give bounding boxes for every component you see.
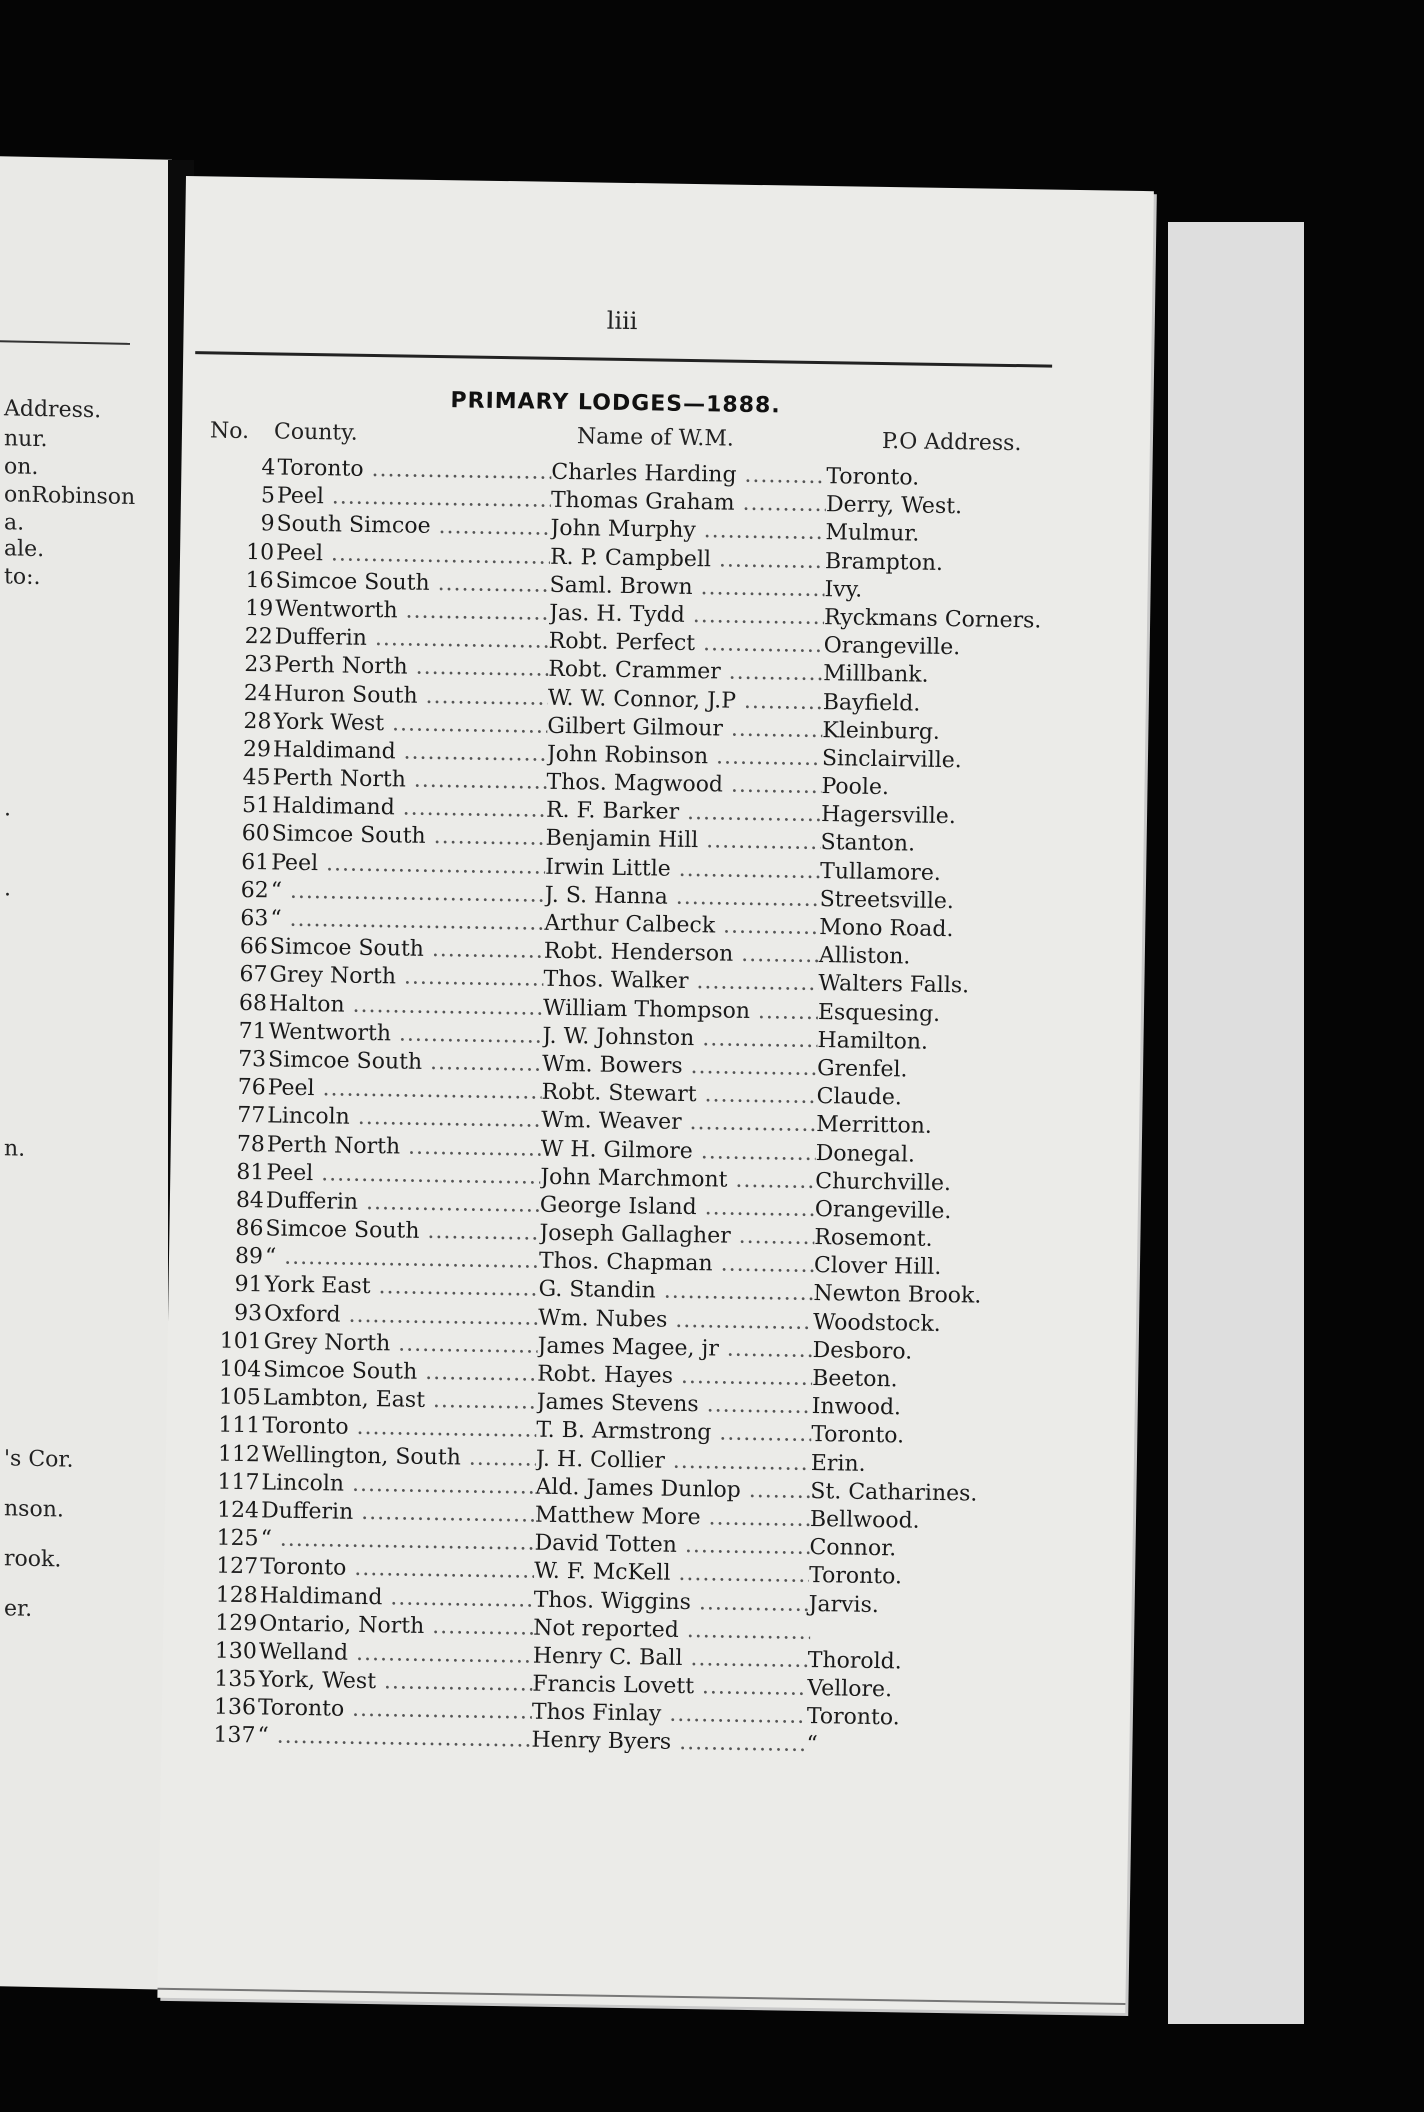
- lodge-number: 117: [217, 1469, 260, 1496]
- lodge-number: 61: [241, 849, 270, 876]
- lodge-county: “ .....: [265, 1245, 545, 1274]
- lodge-county: Lincoln .....: [261, 1470, 541, 1499]
- lodge-number: 62: [240, 877, 269, 904]
- left-page-fragment-text: ale.: [4, 536, 45, 563]
- post-office-address: Erin.: [811, 1451, 1131, 1481]
- worshipful-master-name: Robt. Henderson .....: [544, 939, 821, 968]
- post-office-address: Newton Brook.: [813, 1281, 1133, 1311]
- lodge-number: 129: [215, 1610, 258, 1636]
- post-office-address: Tullamore.: [820, 859, 1140, 889]
- worshipful-master-name: Robt. Stewart .....: [541, 1080, 818, 1109]
- lodge-county: Perth North .....: [274, 653, 554, 682]
- lodge-county: Halton .....: [269, 991, 549, 1020]
- worshipful-master-name: Matthew More .....: [535, 1503, 812, 1532]
- post-office-address: Woodstock.: [813, 1310, 1133, 1340]
- lodge-county: “ .....: [257, 1724, 537, 1753]
- worshipful-master-name: Gilbert Gilmour .....: [547, 713, 824, 742]
- lodge-number: 24: [243, 680, 273, 706]
- lodge-county: Haldimand .....: [272, 794, 552, 823]
- lodge-number: 63: [240, 905, 269, 932]
- lodge-county: Peel .....: [267, 1076, 547, 1105]
- worshipful-master-name: Thos. Wiggins .....: [533, 1587, 810, 1616]
- lodge-number: 127: [215, 1553, 259, 1580]
- lodge-number: 23: [244, 652, 273, 678]
- lodge-number: 28: [243, 708, 272, 735]
- left-page-fragment-text: onRobinson: [4, 482, 136, 511]
- lodge-number: 60: [241, 821, 270, 847]
- post-office-address: Claude.: [816, 1084, 1136, 1114]
- column-header-po: P.O Address.: [881, 428, 1022, 457]
- worshipful-master-name: Wm. Nubes .....: [538, 1305, 815, 1334]
- bottom-edge: [158, 1988, 1126, 2005]
- lodge-number: 5: [260, 483, 276, 509]
- worshipful-master-name: Wm. Bowers .....: [542, 1052, 819, 1081]
- post-office-address: Orangeville.: [815, 1197, 1135, 1227]
- lodge-number: 125: [216, 1525, 259, 1552]
- lodge-county: Dufferin .....: [266, 1188, 546, 1217]
- lodge-number: 136: [213, 1694, 257, 1721]
- lodge-list: [161, 454, 1149, 1766]
- post-office-address: Inwood.: [812, 1394, 1132, 1424]
- lodge-county: Simcoe South .....: [265, 1216, 545, 1245]
- left-page-fragment-text: Address.: [4, 396, 102, 424]
- post-office-address: Merritton.: [816, 1112, 1136, 1142]
- post-office-address: Hamilton.: [817, 1028, 1137, 1058]
- lodge-county: Simcoe South .....: [270, 935, 550, 964]
- worshipful-master-name: Henry Byers .....: [531, 1728, 808, 1757]
- post-office-address: Connor.: [809, 1535, 1129, 1565]
- lodge-number: 112: [217, 1441, 261, 1467]
- left-page-fragment-text: a.: [4, 510, 25, 536]
- left-page-fragment-text: to:.: [4, 564, 41, 591]
- worshipful-master-name: Henry C. Ball .....: [533, 1644, 810, 1673]
- post-office-address: Streetsville.: [820, 887, 1140, 917]
- post-office-address: Kleinburg.: [822, 718, 1142, 748]
- worshipful-master-name: Francis Lovett .....: [532, 1672, 809, 1701]
- lodge-number: 22: [244, 624, 273, 650]
- left-page-rule: [0, 340, 130, 345]
- lodge-number: 104: [219, 1356, 262, 1383]
- post-office-address: Alliston.: [819, 943, 1139, 973]
- worshipful-master-name: Wm. Weaver .....: [541, 1108, 818, 1137]
- lodge-county: Wentworth .....: [268, 1019, 548, 1048]
- post-office-address: Bellwood.: [810, 1507, 1130, 1537]
- worshipful-master-name: Benjamin Hill .....: [545, 826, 822, 855]
- lodge-number: 135: [214, 1666, 257, 1693]
- worshipful-master-name: T. B. Armstrong .....: [536, 1418, 813, 1447]
- lodge-number: 71: [238, 1018, 267, 1045]
- post-office-address: Orangeville.: [824, 633, 1144, 663]
- lodge-number: 66: [239, 934, 269, 960]
- lodge-county: Simcoe South .....: [263, 1357, 543, 1386]
- lodge-number: 51: [241, 793, 271, 819]
- page-number: liii: [606, 306, 638, 336]
- left-page-fragment-text: nur.: [4, 426, 48, 453]
- post-office-address: Ryckmans Corners.: [824, 605, 1144, 635]
- lodge-number: 84: [235, 1187, 265, 1214]
- post-office-address: Poole.: [821, 774, 1141, 804]
- post-office-address: Sinclairville.: [822, 746, 1142, 776]
- worshipful-master-name: Thos. Chapman .....: [539, 1249, 816, 1278]
- left-page-fragment-text: nson.: [4, 1496, 64, 1523]
- post-office-address: Hagersville.: [821, 802, 1141, 832]
- left-page-fragment: [0, 156, 172, 1990]
- worshipful-master-name: Saml. Brown .....: [549, 573, 826, 602]
- lodge-county: “ .....: [271, 878, 551, 907]
- post-office-address: Toronto.: [807, 1704, 1127, 1734]
- left-page-fragment-text: .: [4, 796, 11, 822]
- left-page-text: [0, 156, 172, 1622]
- lodge-number: 9: [260, 511, 275, 537]
- worshipful-master-name: J. H. Collier .....: [536, 1446, 813, 1475]
- lodge-county: Toronto .....: [277, 455, 557, 484]
- lodge-county: Perth North .....: [272, 765, 552, 794]
- worshipful-master-name: James Magee, jr .....: [537, 1333, 814, 1362]
- lodge-number: 76: [237, 1075, 266, 1101]
- worshipful-master-name: W. F. McKell .....: [534, 1559, 811, 1588]
- post-office-address: Mono Road.: [819, 915, 1139, 945]
- lodge-number: 81: [236, 1159, 265, 1186]
- lodge-number: 67: [239, 962, 268, 988]
- worshipful-master-name: G. Standin .....: [538, 1277, 815, 1306]
- lodge-county: Ontario, North .....: [259, 1611, 539, 1640]
- lodge-number: 16: [245, 567, 274, 594]
- worshipful-master-name: Arthur Calbeck .....: [544, 911, 821, 940]
- lodge-county: York, West .....: [258, 1667, 538, 1696]
- lodge-number: 101: [219, 1328, 262, 1355]
- lodge-county: Simcoe South .....: [275, 568, 555, 597]
- worshipful-master-name: Irwin Little .....: [545, 854, 822, 883]
- left-page-fragment-text: 's Cor.: [4, 1446, 74, 1473]
- worshipful-master-name: R. F. Barker .....: [546, 798, 823, 827]
- lodge-county: Peel .....: [276, 540, 556, 569]
- lodge-county: Oxford .....: [264, 1301, 544, 1330]
- lodge-county: Haldimand .....: [260, 1583, 540, 1612]
- worshipful-master-name: David Totten .....: [534, 1531, 811, 1560]
- lodge-county: “ .....: [260, 1526, 540, 1555]
- post-office-address: Ivy.: [824, 577, 1144, 607]
- post-office-address: Clover Hill.: [814, 1253, 1134, 1283]
- post-office-address: Thorold.: [808, 1648, 1128, 1678]
- worshipful-master-name: William Thompson .....: [543, 995, 820, 1024]
- lodge-number: 10: [245, 539, 275, 565]
- worshipful-master-name: Robt. Crammer .....: [548, 657, 825, 686]
- lodge-county: Dufferin .....: [275, 625, 555, 654]
- worshipful-master-name: W. W. Connor, J.P .....: [548, 685, 825, 714]
- lodge-number: 130: [214, 1638, 258, 1665]
- lodge-number: 105: [218, 1384, 262, 1411]
- lodge-county: “ .....: [270, 906, 550, 935]
- lodge-county: South Simcoe .....: [276, 512, 556, 541]
- post-office-address: Desboro.: [812, 1338, 1132, 1368]
- worshipful-master-name: Jas. H. Tydd .....: [549, 601, 826, 630]
- left-page-fragment-text: rook.: [4, 1546, 62, 1573]
- header-rule: [195, 351, 1052, 367]
- lodge-county: Simcoe South .....: [268, 1047, 548, 1076]
- post-office-address: Toronto.: [826, 464, 1146, 494]
- post-office-address: Bayfield.: [823, 690, 1143, 720]
- post-office-address: Derry, West.: [826, 492, 1146, 522]
- lodge-county: Perth North .....: [267, 1132, 547, 1161]
- lodge-number: 68: [238, 990, 268, 1016]
- post-office-address: Brampton.: [825, 549, 1145, 579]
- worshipful-master-name: Robt. Perfect .....: [549, 629, 826, 658]
- lodge-county: Lincoln .....: [267, 1104, 547, 1133]
- worshipful-master-name: Ald. James Dunlop .....: [535, 1474, 812, 1503]
- lodge-county: Toronto .....: [262, 1414, 542, 1443]
- post-office-address: Vellore.: [807, 1676, 1127, 1706]
- document-page: [157, 176, 1153, 2013]
- worshipful-master-name: Robt. Hayes .....: [537, 1362, 814, 1391]
- worshipful-master-name: John Marchmont .....: [540, 1164, 817, 1193]
- left-page-fragment-text: er.: [4, 1596, 33, 1622]
- post-office-address: Jarvis.: [808, 1591, 1128, 1621]
- lodge-county: Wellington, South .....: [262, 1442, 542, 1471]
- column-header-wm: Name of W.M.: [576, 424, 735, 452]
- lodge-county: Huron South .....: [274, 681, 554, 710]
- worshipful-master-name: J. W. Johnston .....: [542, 1023, 819, 1052]
- lodge-county: Toronto .....: [260, 1555, 540, 1584]
- post-office-address: Churchville.: [815, 1169, 1135, 1199]
- post-office-address: Donegal.: [816, 1141, 1136, 1171]
- post-office-address: “: [806, 1732, 1126, 1762]
- lodge-number: 73: [237, 1046, 267, 1073]
- worshipful-master-name: Charles Harding .....: [551, 460, 828, 489]
- lodge-county: Wentworth .....: [275, 596, 555, 625]
- lodge-number: 124: [216, 1497, 260, 1524]
- lodge-number: 111: [218, 1413, 261, 1439]
- lodge-county: Grey North .....: [264, 1329, 544, 1358]
- post-office-address: Rosemont.: [814, 1225, 1134, 1255]
- lodge-county: Welland .....: [259, 1639, 539, 1668]
- worshipful-master-name: W H. Gilmore .....: [541, 1136, 818, 1165]
- post-office-address: Toronto.: [809, 1563, 1129, 1593]
- post-office-address: St. Catharines.: [810, 1479, 1130, 1509]
- post-office-address: Walters Falls.: [818, 971, 1138, 1001]
- lodge-county: Dufferin .....: [261, 1498, 541, 1527]
- lodge-number: 137: [213, 1723, 256, 1749]
- worshipful-master-name: Thos Finlay .....: [532, 1700, 809, 1729]
- post-office-address: Stanton.: [820, 830, 1140, 860]
- worshipful-master-name: Joseph Gallagher .....: [539, 1221, 816, 1250]
- lodge-county: York East .....: [264, 1273, 544, 1302]
- post-office-address: Toronto.: [811, 1422, 1131, 1452]
- lodge-county: Simcoe South .....: [271, 822, 551, 851]
- left-page-fragment-text: n.: [4, 1136, 26, 1162]
- post-office-address: Grenfel.: [817, 1056, 1137, 1086]
- worshipful-master-name: John Robinson .....: [547, 742, 824, 771]
- worshipful-master-name: R. P. Campbell .....: [550, 544, 827, 573]
- worshipful-master-name: George Island .....: [540, 1193, 817, 1222]
- page-edge: [1168, 222, 1304, 2024]
- worshipful-master-name: Thomas Graham .....: [551, 488, 828, 517]
- lodge-number: 4: [261, 455, 276, 481]
- lodge-county: Toronto .....: [258, 1696, 538, 1725]
- worshipful-master-name: Not reported .....: [533, 1615, 810, 1644]
- worshipful-master-name: Thos. Magwood .....: [546, 770, 823, 799]
- page-title: PRIMARY LODGES—1888.: [450, 388, 781, 419]
- worshipful-master-name: J. S. Hanna .....: [545, 883, 822, 912]
- lodge-number: 89: [234, 1244, 264, 1270]
- lodge-county: Peel .....: [271, 850, 551, 879]
- column-header-no: No.: [209, 418, 250, 445]
- lodge-county: Haldimand .....: [273, 737, 553, 766]
- lodge-number: 86: [235, 1215, 264, 1242]
- worshipful-master-name: James Stevens .....: [537, 1390, 814, 1419]
- lodge-number: 77: [237, 1103, 266, 1129]
- lodge-number: 93: [233, 1300, 263, 1326]
- lodge-number: 78: [236, 1131, 265, 1157]
- post-office-address: Esquesing.: [818, 1000, 1138, 1030]
- lodge-county: York West .....: [273, 709, 553, 738]
- lodge-county: Lambton, East .....: [263, 1386, 543, 1415]
- post-office-address: Mulmur.: [825, 520, 1145, 550]
- lodge-county: Peel .....: [266, 1160, 546, 1189]
- worshipful-master-name: John Murphy .....: [550, 516, 827, 545]
- left-page-fragment-text: .: [4, 876, 11, 902]
- lodge-county: Peel .....: [277, 484, 557, 513]
- lodge-county: Grey North .....: [269, 963, 549, 992]
- post-office-address: Millbank.: [823, 661, 1143, 691]
- left-page-fragment-text: on.: [4, 454, 39, 481]
- lodge-number: 29: [242, 736, 272, 763]
- lodge-number: 91: [234, 1272, 263, 1298]
- worshipful-master-name: Thos. Walker .....: [543, 967, 820, 996]
- lodge-number: 45: [242, 765, 271, 791]
- lodge-number: 128: [215, 1582, 258, 1608]
- lodge-number: 19: [245, 595, 274, 622]
- column-header-county: County.: [273, 419, 358, 446]
- post-office-address: Beeton.: [812, 1366, 1132, 1396]
